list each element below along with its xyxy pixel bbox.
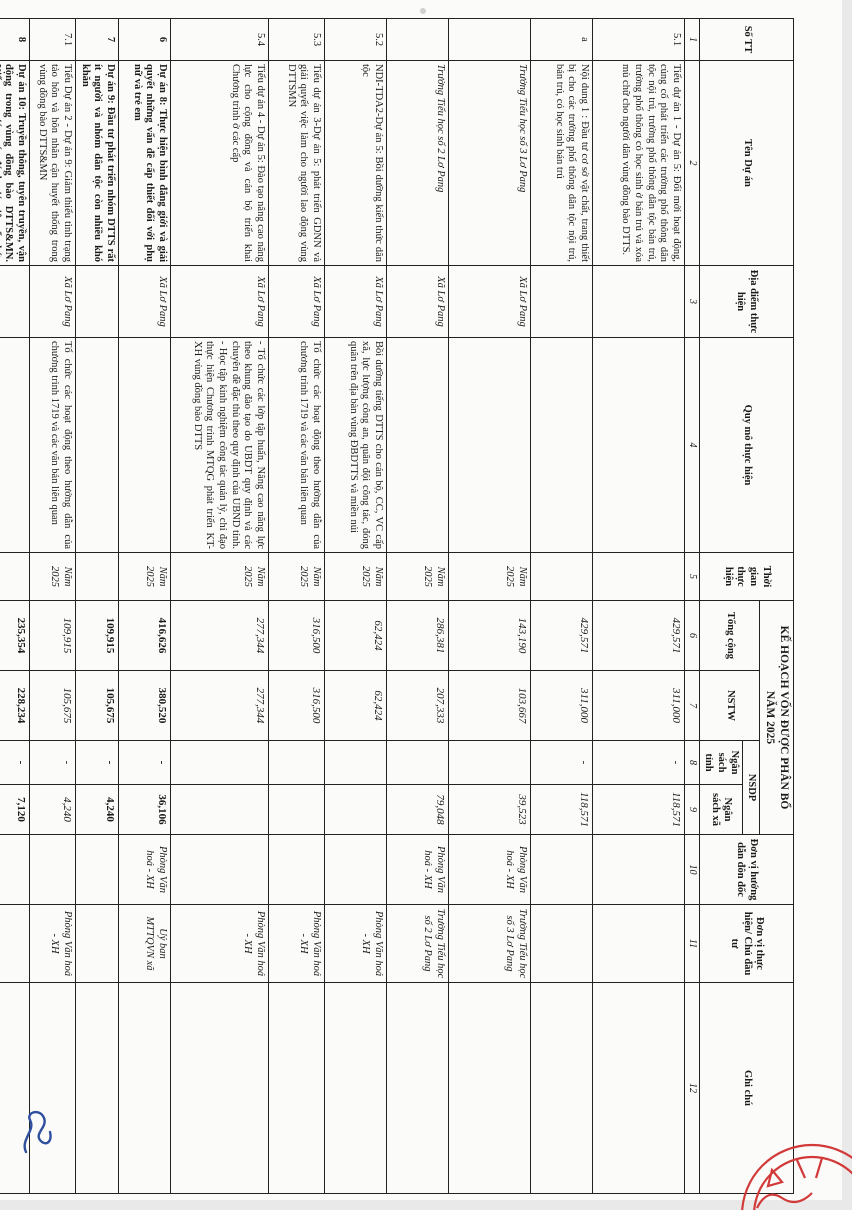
row-note	[530, 983, 592, 1194]
rotated-sheet	[3, 18, 794, 1193]
row-guiding-unit: Phòng Văn hoá - XH	[386, 835, 448, 905]
row-time: Năm 2025	[118, 553, 170, 601]
row-ns-tinh: -	[76, 741, 119, 785]
row-implementing-unit: Phòng Văn hoá - XH	[30, 905, 76, 983]
row-note	[448, 983, 530, 1194]
row-nstw: 207,333	[386, 671, 448, 741]
row-ns-xa: 36,106	[118, 785, 170, 835]
table-row	[76, 19, 119, 1194]
col-num: 11	[684, 905, 699, 983]
row-location: Xã Lơ Pang	[386, 266, 448, 338]
row-guiding-unit	[30, 835, 76, 905]
header-stt: Số TT	[699, 19, 793, 61]
row-stt: 7.1	[30, 19, 76, 61]
row-scale	[448, 338, 530, 553]
header-ten: Tên Dự án	[699, 61, 793, 266]
row-scale: Tổ chức các hoạt động theo hướng dẫn của chương trình 1719 và các văn bản liên quan	[268, 338, 324, 553]
row-guiding-unit	[592, 835, 684, 905]
official-seal-icon	[702, 1100, 852, 1210]
signature-icon	[18, 1100, 58, 1160]
budget-table	[0, 18, 794, 1194]
row-ns-xa	[170, 785, 268, 835]
row-note	[30, 983, 76, 1194]
row-location	[530, 266, 592, 338]
header-thoi-gian: Thời gian thực hiện	[699, 553, 793, 601]
row-project-name: Dự án 10: Truyền thông, tuyên truyền, vận động trong vùng đồng bào DTTS&MN.	[0, 61, 30, 266]
header-ns-tinh: Ngân sách tỉnh	[699, 741, 742, 785]
col-num: 8	[684, 741, 699, 785]
row-implementing-unit	[530, 905, 592, 983]
row-ns-xa	[324, 785, 386, 835]
table-row	[386, 19, 448, 1194]
row-project-name: Tiểu dự án 4 - Dự án 5: Đào tạo nâng cao năng lực cho cộng đồng và cán bộ triển khai Chương trình ở các cấp	[170, 61, 268, 266]
col-num: 5	[684, 553, 699, 601]
row-nstw: 311,000	[530, 671, 592, 741]
punch-hole	[420, 8, 426, 14]
row-implementing-unit	[592, 905, 684, 983]
row-time: Năm 2025	[448, 553, 530, 601]
row-time: Năm 2025	[324, 553, 386, 601]
row-location: Xã Lơ Pang	[268, 266, 324, 338]
row-project-name: Trường Tiểu học số 3 Lơ Pang	[448, 61, 530, 266]
row-total: 277,344	[170, 601, 268, 671]
row-nstw: 62,424	[324, 671, 386, 741]
table-row	[448, 19, 530, 1194]
header-dia-diem: Địa điểm thực hiện	[699, 266, 793, 338]
row-guiding-unit	[76, 835, 119, 905]
row-nstw: 380,520	[118, 671, 170, 741]
row-scale: Tổ chức các hoạt động theo hướng dẫn của chương trình 1719 và các văn bản liên quan	[30, 338, 76, 553]
row-time: Năm 2025	[386, 553, 448, 601]
header-huong-dan: Đơn vị hướng dẫn đôn đốc	[699, 835, 793, 905]
table-row	[118, 19, 170, 1194]
row-stt	[386, 19, 448, 61]
col-num: 12	[684, 983, 699, 1194]
col-num: 7	[684, 671, 699, 741]
header-ghi-chu: Ghi chú	[699, 983, 793, 1194]
row-time: Năm 2025	[268, 553, 324, 601]
row-scale	[592, 338, 684, 553]
row-stt: 7	[76, 19, 119, 61]
row-total: 429,571	[530, 601, 592, 671]
row-note	[0, 983, 30, 1194]
row-note	[170, 983, 268, 1194]
row-location	[0, 266, 30, 338]
row-location	[76, 266, 119, 338]
row-time	[530, 553, 592, 601]
row-ns-tinh: -	[530, 741, 592, 785]
header-nsdp: NSDP	[742, 741, 760, 835]
row-stt: 5.3	[268, 19, 324, 61]
row-time	[592, 553, 684, 601]
row-note	[324, 983, 386, 1194]
row-ns-xa: 118,571	[530, 785, 592, 835]
row-ns-tinh	[170, 741, 268, 785]
row-guiding-unit	[530, 835, 592, 905]
header-thuc-hien: Đơn vị thực hiện/ Chủ đầu tư	[699, 905, 793, 983]
row-stt: 5.4	[170, 19, 268, 61]
row-scale: Bồi dưỡng tiếng DTTS cho cán bộ, CC, VC cấp xã, lực lượng công an, quân đội công tác, đóng quân trên địa bàn vùng ĐBDTTS và miền núi	[324, 338, 386, 553]
row-scale: - Tổ chức các lớp tập huấn, Nâng cao năng lực theo khung đào tạo do UBDT quy định và các chuyên đề đặc thù theo quy định của UBND tỉnh. - Học tập kinh nghiệm công tác quản lý, chỉ đạo thực hiện Chương trình MTQG phát triển KT-XH vùng đồng bào DTTS	[170, 338, 268, 553]
row-nstw: 277,344	[170, 671, 268, 741]
row-scale	[386, 338, 448, 553]
row-note	[118, 983, 170, 1194]
row-ns-xa: 118,571	[592, 785, 684, 835]
row-location: Xã Lơ Pang	[170, 266, 268, 338]
table-row	[268, 19, 324, 1194]
row-nstw: 316,500	[268, 671, 324, 741]
row-location: Xã Lơ Pang	[30, 266, 76, 338]
row-nstw: 103,667	[448, 671, 530, 741]
row-ns-tinh: -	[592, 741, 684, 785]
row-nstw: 105,675	[76, 671, 119, 741]
row-total: 416,626	[118, 601, 170, 671]
row-project-name: Dự án 9: Đầu tư phát triển nhóm DTTS rất ít người và nhóm dân tộc còn nhiều khó khăn	[76, 61, 119, 266]
header-nstw: NSTW	[699, 671, 759, 741]
row-implementing-unit: Trường Tiểu học số 2 Lơ Pang	[386, 905, 448, 983]
row-implementing-unit: Uỷ ban MTTQVN xã	[118, 905, 170, 983]
row-nstw: 311,000	[592, 671, 684, 741]
plan-title	[760, 601, 794, 835]
row-project-name: Nội dung 1 : Đầu tư cơ sở vật chất, trang thiết bị cho các trường phổ thông dân tộc nội trú, bán trú, có học sinh bán trú	[530, 61, 592, 266]
row-implementing-unit	[0, 905, 30, 983]
row-stt: 6	[118, 19, 170, 61]
row-implementing-unit: Phòng Văn hoá - XH	[170, 905, 268, 983]
table-row	[530, 19, 592, 1194]
row-scale	[118, 338, 170, 553]
table-body	[0, 19, 684, 1194]
col-num: 10	[684, 835, 699, 905]
col-num: 3	[684, 266, 699, 338]
row-ns-tinh: -	[30, 741, 76, 785]
table-row	[170, 19, 268, 1194]
row-stt: 8	[0, 19, 30, 61]
row-location	[592, 266, 684, 338]
col-num: 4	[684, 338, 699, 553]
row-location: Xã Lơ Pang	[324, 266, 386, 338]
table-row	[0, 19, 30, 1194]
row-ns-xa	[268, 785, 324, 835]
row-ns-xa: 4,240	[30, 785, 76, 835]
row-stt: 5.2	[324, 19, 386, 61]
col-num: 1	[684, 19, 699, 61]
row-stt: a	[530, 19, 592, 61]
row-project-name: Tiểu dự án 3-Dự án 5: phát triển GDNN và giải quyết việc làm cho người lao động vùng DTTSMN	[268, 61, 324, 266]
row-implementing-unit: Phòng Văn hoá - XH	[324, 905, 386, 983]
row-total: 235,354	[0, 601, 30, 671]
row-ns-xa: 39,523	[448, 785, 530, 835]
plan-title-line1: KẾ HOẠCH VỐN ĐƯỢC PHÂN BỔ	[778, 625, 790, 810]
column-number-row	[684, 19, 699, 1194]
row-time: Năm 2025	[30, 553, 76, 601]
row-project-name: Dự án 8: Thực hiện bình đẳng giới và giải quyết những vấn đề cấp thiết đối với phụ nữ và trẻ em	[118, 61, 170, 266]
row-guiding-unit	[268, 835, 324, 905]
row-implementing-unit	[76, 905, 119, 983]
row-time	[76, 553, 119, 601]
row-total: 429,571	[592, 601, 684, 671]
row-scale	[76, 338, 119, 553]
header-ns-xa: Ngân sách xã	[699, 785, 742, 835]
row-scale	[530, 338, 592, 553]
row-location: Xã Lơ Pang	[448, 266, 530, 338]
row-guiding-unit	[0, 835, 30, 905]
row-total: 143,190	[448, 601, 530, 671]
row-nstw: 228,234	[0, 671, 30, 741]
row-stt	[448, 19, 530, 61]
table-row	[30, 19, 76, 1194]
table-row	[592, 19, 684, 1194]
row-ns-xa: 4,240	[76, 785, 119, 835]
row-total: 62,424	[324, 601, 386, 671]
row-ns-xa: 7,120	[0, 785, 30, 835]
row-time	[0, 553, 30, 601]
row-nstw: 105,675	[30, 671, 76, 741]
row-ns-tinh	[324, 741, 386, 785]
row-guiding-unit	[170, 835, 268, 905]
row-guiding-unit: Phòng Văn hoá - XH	[448, 835, 530, 905]
row-ns-tinh	[386, 741, 448, 785]
row-project-name: NDI-TDA2-Dự án 5: Bồi dưỡng kiến thức dân tộc	[324, 61, 386, 266]
row-total: 109,915	[76, 601, 119, 671]
row-note	[268, 983, 324, 1194]
row-implementing-unit: Phòng Văn hoá - XH	[268, 905, 324, 983]
row-project-name: Tiểu dự án 1 - Dự án 5: Đổi mới hoạt động, củng cố phát triển các trường phổ thông dân tộc nội trú, trường phổ thông dân tộc bán trú, trường phổ thông có học sinh ở bán trú và xóa mù chữ cho người dân vùng đồng bào DTTS.	[592, 61, 684, 266]
row-time: Năm 2025	[170, 553, 268, 601]
col-num: 9	[684, 785, 699, 835]
row-total: 316,500	[268, 601, 324, 671]
row-ns-tinh	[448, 741, 530, 785]
row-ns-tinh: -	[118, 741, 170, 785]
col-num: 6	[684, 601, 699, 671]
row-ns-tinh	[268, 741, 324, 785]
row-project-name: Tiểu Dự án 2 - Dự án 9: Giảm thiểu tình trạng tảo hôn và hôn nhân cận huyết thống trong vùng đồng bào DTTS&MN	[30, 61, 76, 266]
row-total: 109,915	[30, 601, 76, 671]
title-row	[760, 19, 794, 1194]
row-stt: 5.1	[592, 19, 684, 61]
row-note	[592, 983, 684, 1194]
row-location: Xã Lơ Pang	[118, 266, 170, 338]
row-total: 286,381	[386, 601, 448, 671]
row-ns-xa: 79,048	[386, 785, 448, 835]
row-guiding-unit	[324, 835, 386, 905]
header-quy-mo: Quy mô thực hiện	[699, 338, 793, 553]
row-scale	[0, 338, 30, 553]
row-project-name: Trường Tiểu học số 2 Lơ Pang	[386, 61, 448, 266]
row-implementing-unit: Trường Tiểu học số 3 Lơ Pang	[448, 905, 530, 983]
row-ns-tinh: -	[0, 741, 30, 785]
col-num: 2	[684, 61, 699, 266]
table-row	[324, 19, 386, 1194]
plan-title-line2: NĂM 2025	[763, 690, 776, 745]
header-tong-cong: Tổng cộng	[699, 601, 759, 671]
row-note	[386, 983, 448, 1194]
row-note	[76, 983, 119, 1194]
row-guiding-unit: Phòng Văn hoá - XH	[118, 835, 170, 905]
